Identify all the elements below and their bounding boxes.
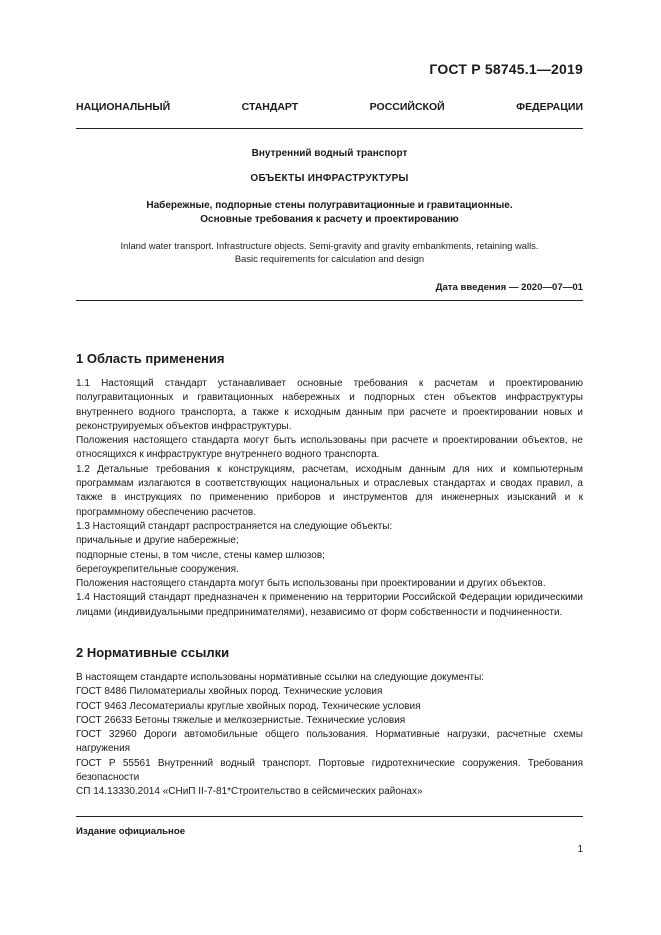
reference-item: ГОСТ 9463 Лесоматериалы круглые хвойных пород. Технические условия xyxy=(76,700,421,712)
standard-category: Внутренний водный транспорт xyxy=(251,148,408,159)
reference-item: ГОСТ 32960 Дороги автомобильные общего пользования. Нормативные нагрузки, расчетные схемы нагружения xyxy=(76,729,583,755)
english-title-line: Basic requirements for calculation and design xyxy=(234,253,425,264)
footer-divider xyxy=(76,816,583,817)
reference-item: ГОСТ Р 55561 Внутренний водный транспорт. Портовые гидротехнические сооружения. Требования безопасности xyxy=(76,757,583,784)
national-standard-banner: НАЦИОНАЛЬНЫЙ СТАНДАРТ РОССИЙСКОЙ ФЕДЕРАЦИИ xyxy=(76,101,583,113)
reference-item: СП 14.13330.2014 «СНиП II-7-81*Строительство в сейсмических районах» xyxy=(76,786,423,798)
paragraph: Положения настоящего стандарта могут быть использованы при проектировании и других объектов. xyxy=(76,578,546,590)
reference-item: ГОСТ 8486 Пиломатериалы хвойных пород. Технические условия xyxy=(76,686,383,698)
official-edition-label: Издание официальное xyxy=(76,826,186,837)
subtitle-line: Набережные, подпорные стены полугравитационные и гравитационные. xyxy=(146,200,513,211)
header-divider xyxy=(76,128,583,129)
list-item: берегоукрепительные сооружения. xyxy=(76,563,239,575)
section-heading-scope: 1 Область применения xyxy=(76,351,225,366)
list-item: причальные и другие набережные; xyxy=(76,535,239,547)
paragraph: В настоящем стандарте использованы нормативные ссылки на следующие документы: xyxy=(76,672,485,683)
paragraph: 1.1 Настоящий стандарт устанавливает основные требования к расчетам и проектированию полугравитационных и гравитационных набережных и подпорных стен объектов инфраструктуры внутреннего водного транспорта, а также к исходным данным при расчете и проектировании новых и реконструируемых объектов инфраструктуры. xyxy=(76,378,583,432)
section-body-references xyxy=(76,671,583,800)
paragraph: 1.2 Детальные требования к конструкциям, расчетам, исходным данным для них и компьютерным программам излагаются в соответствующих национальных и отраслевых стандартах и сводах правил, а также в инструкциях по применению приборов и инструментов для инженерных изысканий и к программному обеспечению расчетов. xyxy=(76,463,583,518)
paragraph: Положения настоящего стандарта могут быть использованы при расчете и проектировании объектов, не относящихся к инфраструктуре внутреннего водного транспорта. xyxy=(76,435,583,461)
standard-title: ОБЪЕКТЫ ИНФРАСТРУКТУРЫ xyxy=(250,173,409,184)
paragraph: 1.4 Настоящий стандарт предназначен к применению на территории Российской Федерации юридическими лицами (индивидуальными предпринимателями), независимо от форм собственности и подчиненности. xyxy=(76,592,583,618)
title-divider xyxy=(76,300,583,301)
standard-number: ГОСТ Р 58745.1—2019 xyxy=(429,61,583,77)
page-number: 1 xyxy=(577,844,583,855)
standard-subtitle xyxy=(76,199,583,227)
paragraph: 1.3 Настоящий стандарт распространяется на следующие объекты: xyxy=(76,520,393,532)
section-body-scope xyxy=(76,377,583,620)
english-title xyxy=(76,239,583,265)
reference-item: ГОСТ 26633 Бетоны тяжелые и мелкозернистые. Технические условия xyxy=(76,714,406,726)
list-item: подпорные стены, в том числе, стены камер шлюзов; xyxy=(76,549,325,561)
introduction-date: Дата введения — 2020—07—01 xyxy=(435,282,583,293)
section-heading-references: 2 Нормативные ссылки xyxy=(76,645,230,660)
english-title-line: Inland water transport. Infrastructure objects. Semi-gravity and gravity embankments, retaining walls. xyxy=(120,240,539,251)
subtitle-line: Основные требования к расчету и проектированию xyxy=(200,214,459,225)
